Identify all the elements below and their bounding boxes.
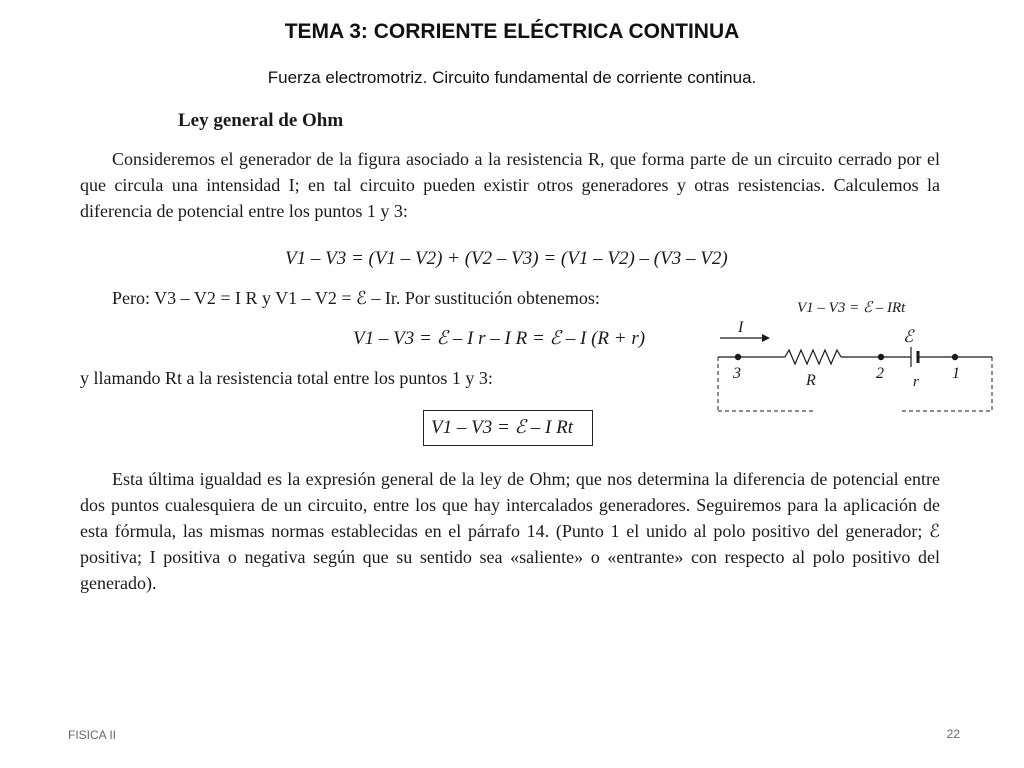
equation-1: V1 – V3 = (V1 – V2) + (V2 – V3) = (V1 – V2) – (V3 – V2) <box>285 248 728 269</box>
llamando-line: y llamando Rt a la resistencia total entre los puntos 1 y 3: <box>80 368 493 388</box>
circuit-diagram <box>700 290 1000 420</box>
point-3-dot <box>735 354 741 360</box>
internal-r-label: r <box>913 374 919 390</box>
boxed-equation <box>423 410 593 446</box>
slide-title: TEMA 3: CORRIENTE ELÉCTRICA CONTINUA <box>284 20 740 43</box>
slide-subtitle: Fuerza electromotriz. Circuito fundamental de corriente continua. <box>267 68 757 87</box>
pero-line: Pero: V3 – V2 = I R y V1 – V2 = ℰ – Ir. Por sustitución obtenemos: <box>112 288 600 308</box>
closing-text: Esta última igualdad es la expresión general de la ley de Ohm; que nos determina la diferencia de potencial entre dos puntos cualesquiera de un circuito, entre los que hay intercalados generadores. Seguiremos para la aplicación de esta fórmula, las mismas normas establecidas en el párrafo 14. (Punto 1 el unido al polo positivo del generador; ℰ positiva; I positiva o negativa según que su sentido sea «saliente» o «entrante» con respecto al polo positivo del generado). <box>80 469 940 593</box>
page-number: 22 <box>946 727 960 741</box>
closing-paragraph <box>80 466 940 596</box>
figure-equation: V1 – V3 = ℰ – IRt <box>797 300 906 316</box>
equation-2: V1 – V3 = ℰ – I r – I R = ℰ – I (R + r) <box>353 328 646 349</box>
point-1-label: 1 <box>952 365 960 382</box>
resistor-zigzag <box>785 350 841 364</box>
boxed-equation-text: V1 – V3 = ℰ – I Rt <box>431 417 573 438</box>
footer-course: FISICA II <box>68 728 117 742</box>
intro-paragraph <box>80 146 940 224</box>
point-3-label: 3 <box>733 365 741 382</box>
point-2-label: 2 <box>876 365 884 382</box>
emf-label: ℰ <box>903 327 914 346</box>
current-arrow-head <box>762 334 770 342</box>
point-2-dot <box>878 354 884 360</box>
point-1-dot <box>952 354 958 360</box>
intro-text: Consideremos el generador de la figura asociado a la resistencia R, que forma parte de un circuito cerrado por el que circula una intensidad I; en tal circuito pueden existir otros generadores y otras resistencias. Calculemos la diferencia de potencial entre los puntos 1 y 3: <box>80 149 940 221</box>
section-heading: Ley general de Ohm <box>178 110 344 131</box>
current-label: I <box>738 319 744 336</box>
resistor-label: R <box>806 372 816 389</box>
